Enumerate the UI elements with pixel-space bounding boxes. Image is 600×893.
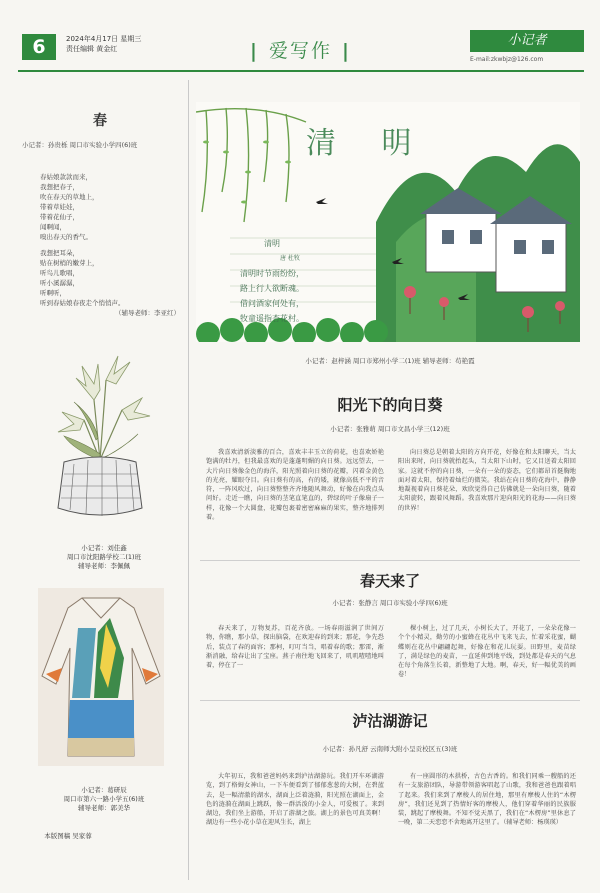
poem-teacher: （辅导老师：李亚红） (115, 309, 180, 317)
section-title: | 爱写作 | (250, 40, 351, 62)
article1-col1: 我喜欢清新淡雅的百合，喜欢丰丰玉立的荷花，也喜欢娇艳饱满的牡丹，但我最喜欢的是蓬蓬明媚的向日葵。远远望去，一大片向日葵像金色的海洋，阳光照着向日葵的花瓣，闪着金黄色的光亮，耀眼夺目。向日葵有的高，有的矮，就像高低不平的音符，一阵风吹过，向日葵整整齐齐地随风舞动，好像在向我点头问好。走近一瞧，向日葵的茎笔直笔直的，碧绿的叶子像扇子一样，花像一个大圆盘，花瓣包裹着密密麻麻的果实，整齐地排列着。 (206, 449, 384, 522)
qingming-poem-line: 清明时节雨纷纷， (240, 269, 304, 278)
poem-line: 听啊听， (40, 289, 66, 297)
caption-line: 辅导老师：李佩佩 (78, 562, 130, 570)
page-number: 6 (22, 34, 56, 60)
caption-line: 周口市沈阳路学校二(1)班 (66, 553, 142, 561)
lily-vase-drawing (34, 340, 166, 528)
qingming-credit: 小记者：赵梓涵 周口市郑州小学二(1)班 辅导老师：苟艳霞 (305, 357, 475, 365)
poem-line: 听到春姑娘春夜走个悄悄声。 (40, 299, 125, 307)
article3-col2: 有一座圆形的木拱桥，古色古香的。和我们同乘一艘船的还有一支旅游团队，导游带领游客唱起了山歌，我和爸爸也跟着唱了起来。我们来到了摩梭人的居住地，那里有摩梭人住的“木楞房”，我们还见到了热情好客的摩梭人，他们穿着华丽的民族服装，跳起了摩梭舞。不知不觉天黑了，我们在“木楞房”里休息了一晚，第二天恋恋不舍地离开这里了。（辅导老师：杨瑛瑛） (398, 773, 576, 827)
header-rule (18, 70, 584, 72)
poem-line: 贴在树梢的嫩芽上， (40, 259, 99, 267)
column-divider (188, 80, 189, 880)
contact-email: E-mail:zkwbjz@126.com (470, 56, 544, 63)
section-rule (200, 560, 580, 561)
issue-date: 2024年4月17日 星期三 (66, 35, 142, 43)
qingming-poem-line: 路上行人欲断魂。 (240, 284, 304, 293)
section-name: 爱写作 (268, 40, 332, 62)
robe-drawing (38, 588, 164, 766)
qingming-poem (240, 236, 390, 326)
article1-credit: 小记者：张雅萌 周口市文昌小学三(12)班 (330, 425, 450, 433)
caption-line: 小记者：刘佳鑫 (81, 544, 127, 552)
article2-title: 春天来了 (359, 572, 420, 590)
qingming-poem-line: 借问酒家何处有， (240, 299, 304, 308)
poem-line: 带着草娃娃， (40, 203, 79, 211)
poem-title: 春 (93, 113, 107, 129)
qingming-poem-line: 牧童遥指杏花村。 (240, 314, 304, 323)
poem-line: 嗅出春天的香气。 (40, 233, 92, 241)
poem-line: 听鸟儿歌唱， (40, 269, 79, 277)
poem-line: 春姑娘款款而来， (40, 173, 92, 181)
layout-editor: 本版图稿 吴家蓉 (44, 832, 92, 840)
drawing1-caption (24, 544, 184, 571)
article2-col2: 棵小树上，过了几天，小树长大了，开花了，一朵朵花像一个个小精灵，勤劳的小蜜蜂在花丛中飞来飞去，忙着采花蜜，蝴蝶则在花丛中翩翩起舞，好像在和花儿玩耍。田野里，麦苗绿了，满是绿色的麦苗，一直延伸到地平线，到处都是春天的气息在每个角落生长着，新整地了大地。啊，春天，好一幅优美的画卷！ (398, 625, 576, 679)
article2-col1: 春天来了，万物复苏，百花齐放。一场春雨滋润了世间万物，你瞧，那小草，探出脑袋，在欢迎春的到来；那花，争先恐后，装点了春的面容；那柯，叮叮当当，唱着春的歌；那雷，渐渐消融，给春让出了宝座。燕子南往地飞回来了，叽叽喳喳地叫着，停在了一 (206, 625, 384, 670)
qingming-poem-author: 唐 杜牧 (280, 255, 300, 262)
article1-title: 阳光下的向日葵 (337, 396, 443, 414)
article2-credit: 小记者：张静言 周口市实验小学四(6)班 (332, 599, 448, 607)
poem-body (40, 172, 180, 318)
caption-line: 辅导老师：郭美华 (78, 804, 130, 812)
poem-line: 带着花仙子， (40, 213, 79, 221)
poem-line: 听小溪潺潺， (40, 279, 79, 287)
article1-col2: 向日葵总是朝着太阳的方向开花，好像在和太阳聊天，当太阳出来时，向日葵就抬起头，当太阳下山时，它又目送着太阳回家。这就不停的向日葵，一朵有一朵的姿态，它们都昂首挺胸地面对着太阳，保持着灿烂的微笑。我站在向日葵的花海中，静静地凝视着向日葵花朵，欢欣觉得自己仿佛就是一朵向日葵，随着太阳旋转，跟着风舞蹈。我喜欢那片迎向阳光的花海——向日葵的世界！ (398, 449, 576, 512)
poem-credit: 小记者：孙贵栎 周口市实验小学四(6)班 (22, 141, 138, 149)
header-meta (66, 34, 141, 54)
qingming-poem-title: 清明 (264, 239, 280, 248)
qingming-title: 清 明 (306, 126, 430, 161)
caption-line: 周口市第六一路小学五(6)班 (63, 795, 145, 803)
article3-col1: 大年初五，我和爸爸妈妈来到泸沽湖游玩。我们开车环湖游览，到了格姆女神山，一下车便看到了郁郁葱葱的大树，在碧蓝去，是一幅清澈的湖水，湖面上泛着涟漪，阳光照在湖面上，金色的涟漪在湖面上跳跃，像一群活泼的小金人，可爱极了。来到湖边，我们坐上游船，开启了游湖之旅。湖上的景色可真美啊！湖边有一些小花小草在迎风生长，湖上 (206, 773, 384, 827)
editor-credit: 责任编辑 黄金红 (66, 45, 118, 53)
caption-line: 小记者：葛研辰 (81, 786, 127, 794)
poem-line: 我想把耳朵， (40, 249, 79, 257)
poem-line: 我想把春子， (40, 183, 79, 191)
brand-logo: 小记者 (470, 30, 584, 52)
article3-title: 泸沽湖游记 (352, 712, 428, 730)
section-rule (200, 700, 580, 701)
article3-credit: 小记者：孙凡舒 云南师大附小呈贡校区五(3)班 (322, 745, 458, 753)
poem-line: 吹在春天的草地上， (40, 193, 99, 201)
drawing2-caption (24, 786, 184, 813)
poem-line: 闻啊闻， (40, 223, 66, 231)
